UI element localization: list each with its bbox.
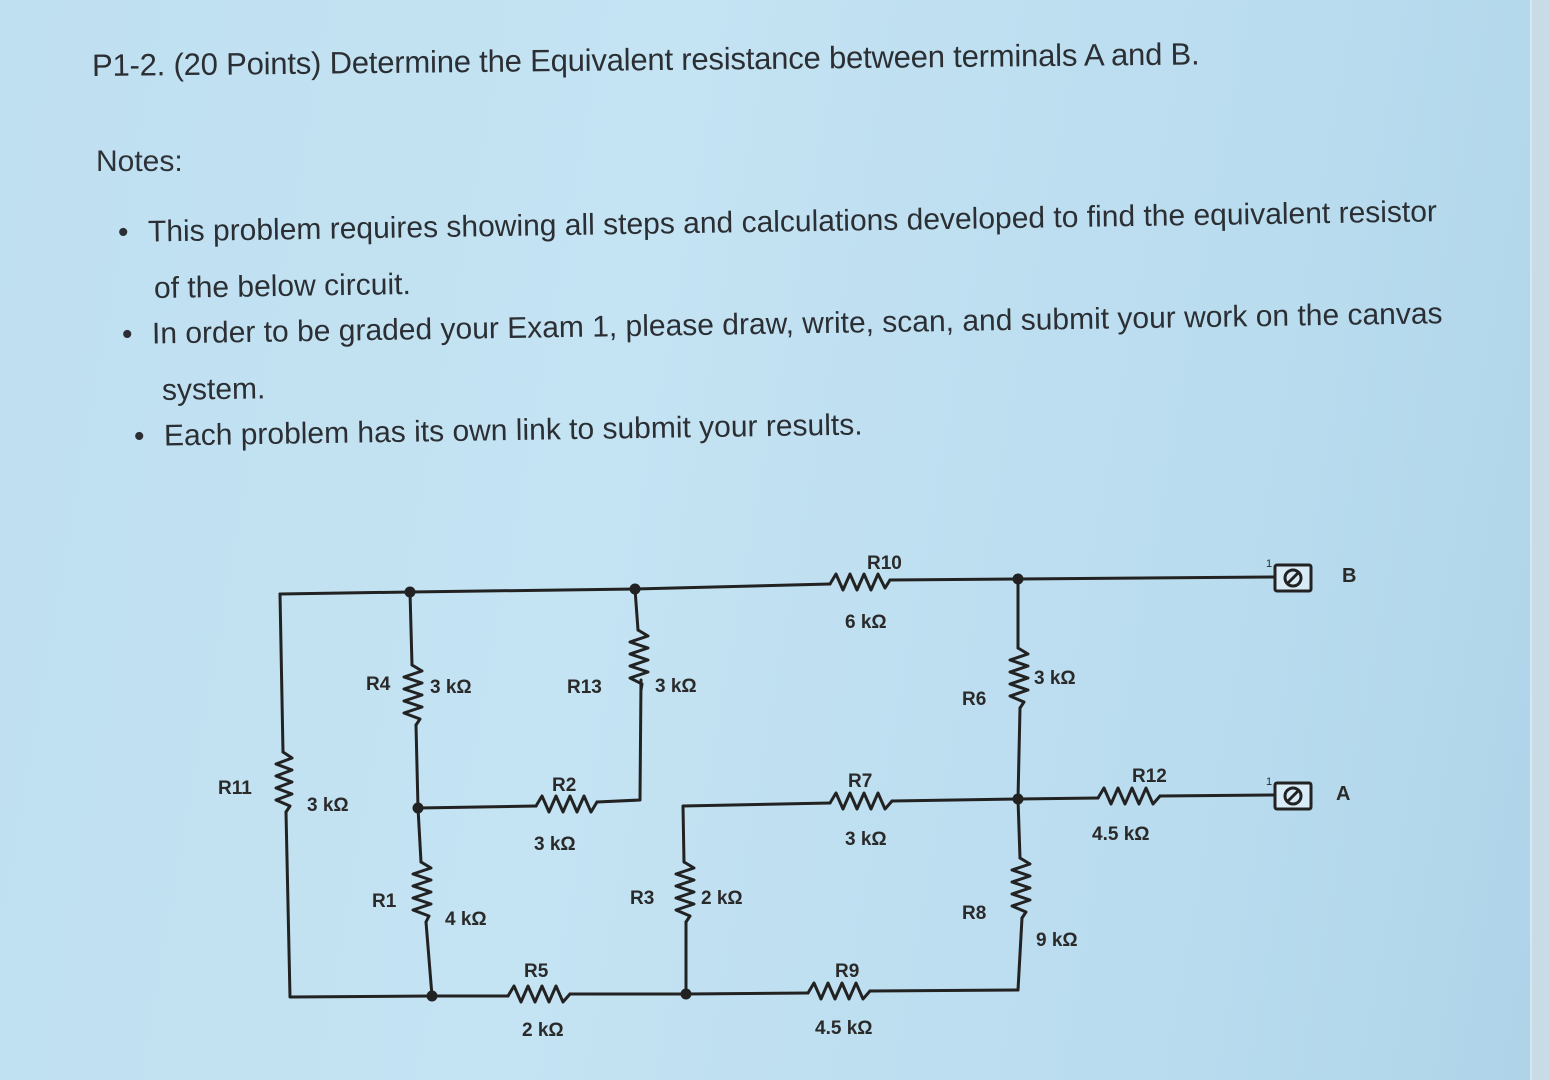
bullet-icon: • xyxy=(117,215,129,249)
wire-r4-bottom xyxy=(416,725,418,808)
bullet-icon: • xyxy=(121,317,133,351)
note-text: In order to be graded your Exam 1, please draw, write, scan, and submit your work on the canvas xyxy=(151,297,1443,351)
r1-value: 4 kΩ xyxy=(445,909,487,930)
wire-r12-left xyxy=(1018,798,1098,799)
junction-dot xyxy=(427,991,438,1002)
r13-value: 3 kΩ xyxy=(655,676,697,697)
wire-r2-right xyxy=(597,680,641,802)
r13-zigzag xyxy=(630,630,648,690)
wire-top xyxy=(280,584,830,594)
junction-dot xyxy=(1013,574,1024,585)
r1-label: R1 xyxy=(372,891,397,912)
note-text: Each problem has its own link to submit your results. xyxy=(163,408,863,453)
r11-label: R11 xyxy=(218,778,252,799)
junction-dot xyxy=(681,989,692,1000)
junction-dot xyxy=(405,587,416,598)
r11-zigzag xyxy=(276,752,292,812)
r13-label: R13 xyxy=(567,677,602,698)
terminal-a xyxy=(1275,783,1311,809)
wire-left-top xyxy=(280,594,283,752)
note-item-2-continued: system. xyxy=(161,372,266,407)
wire-r7-right xyxy=(892,799,1018,801)
notes-heading: Notes: xyxy=(96,145,183,178)
problem-title: P1-2. (20 Points) Determine the Equivalent resistance between terminals A and B. xyxy=(91,36,1200,83)
r2-zigzag xyxy=(536,796,597,812)
wire-left-bottom xyxy=(286,812,432,997)
r11-value: 3 kΩ xyxy=(307,795,349,816)
bullet-icon: • xyxy=(133,419,145,453)
r10-value: 6 kΩ xyxy=(845,612,887,633)
wire-r4-top xyxy=(410,592,412,665)
r12-label: R12 xyxy=(1132,766,1167,787)
r3-label: R3 xyxy=(630,888,655,909)
r5-value: 2 kΩ xyxy=(522,1020,564,1041)
r3-value: 2 kΩ xyxy=(701,888,743,909)
junction-dot xyxy=(1013,794,1024,805)
r4-zigzag xyxy=(404,665,422,725)
r10-label: R10 xyxy=(867,553,902,574)
r8-label: R8 xyxy=(962,903,987,924)
wire-r1-bottom xyxy=(426,922,432,996)
wire-r9-right xyxy=(870,990,1018,991)
r6-value: 3 kΩ xyxy=(1034,668,1076,689)
r9-label: R9 xyxy=(835,961,860,982)
r7-label: R7 xyxy=(848,771,873,792)
junction-dot xyxy=(630,584,641,595)
r8-value: 9 kΩ xyxy=(1036,930,1078,951)
r9-value: 4.5 kΩ xyxy=(815,1018,873,1039)
r6-label: R6 xyxy=(962,689,987,710)
r7-value: 3 kΩ xyxy=(845,829,887,850)
r6-zigzag xyxy=(1010,648,1028,708)
terminal-b xyxy=(1275,565,1311,591)
note-item-1-continued: of the below circuit. xyxy=(153,267,412,305)
terminal-b-label: B xyxy=(1342,565,1357,587)
junction-dot xyxy=(413,803,424,814)
wire-r3-top xyxy=(683,803,830,862)
r2-label: R2 xyxy=(552,775,577,796)
wire-top-right xyxy=(890,577,1275,580)
wire-r6-bottom xyxy=(1018,708,1020,799)
r8-zigzag xyxy=(1012,858,1030,918)
wire-r2-left xyxy=(418,806,536,808)
wire-r13-top xyxy=(635,589,638,630)
r4-value: 3 kΩ xyxy=(430,677,472,698)
r3-zigzag xyxy=(676,862,694,922)
wire-r1-top xyxy=(418,808,421,862)
wire-r8-bottom xyxy=(1018,918,1022,990)
r5-zigzag xyxy=(508,986,570,1002)
r10-zigzag xyxy=(830,574,890,590)
junction-dots xyxy=(405,574,1024,1002)
r4-label: R4 xyxy=(366,674,391,695)
note-text: This problem requires showing all steps and calculations developed to find the equivalent resistor xyxy=(147,195,1438,249)
r2-value: 3 kΩ xyxy=(534,834,576,855)
wire-r8-top xyxy=(1018,799,1020,858)
wire-r12-right xyxy=(1160,795,1275,796)
terminal-a-label: A xyxy=(1336,783,1351,805)
terminal-b-pin: 1 xyxy=(1266,558,1273,570)
r12-value: 4.5 kΩ xyxy=(1092,824,1150,845)
r12-zigzag xyxy=(1098,788,1160,804)
terminal-a-pin: 1 xyxy=(1266,776,1273,788)
r9-zigzag xyxy=(808,983,870,999)
r7-zigzag xyxy=(830,793,892,809)
r1-zigzag xyxy=(413,862,431,922)
r5-label: R5 xyxy=(524,961,549,982)
